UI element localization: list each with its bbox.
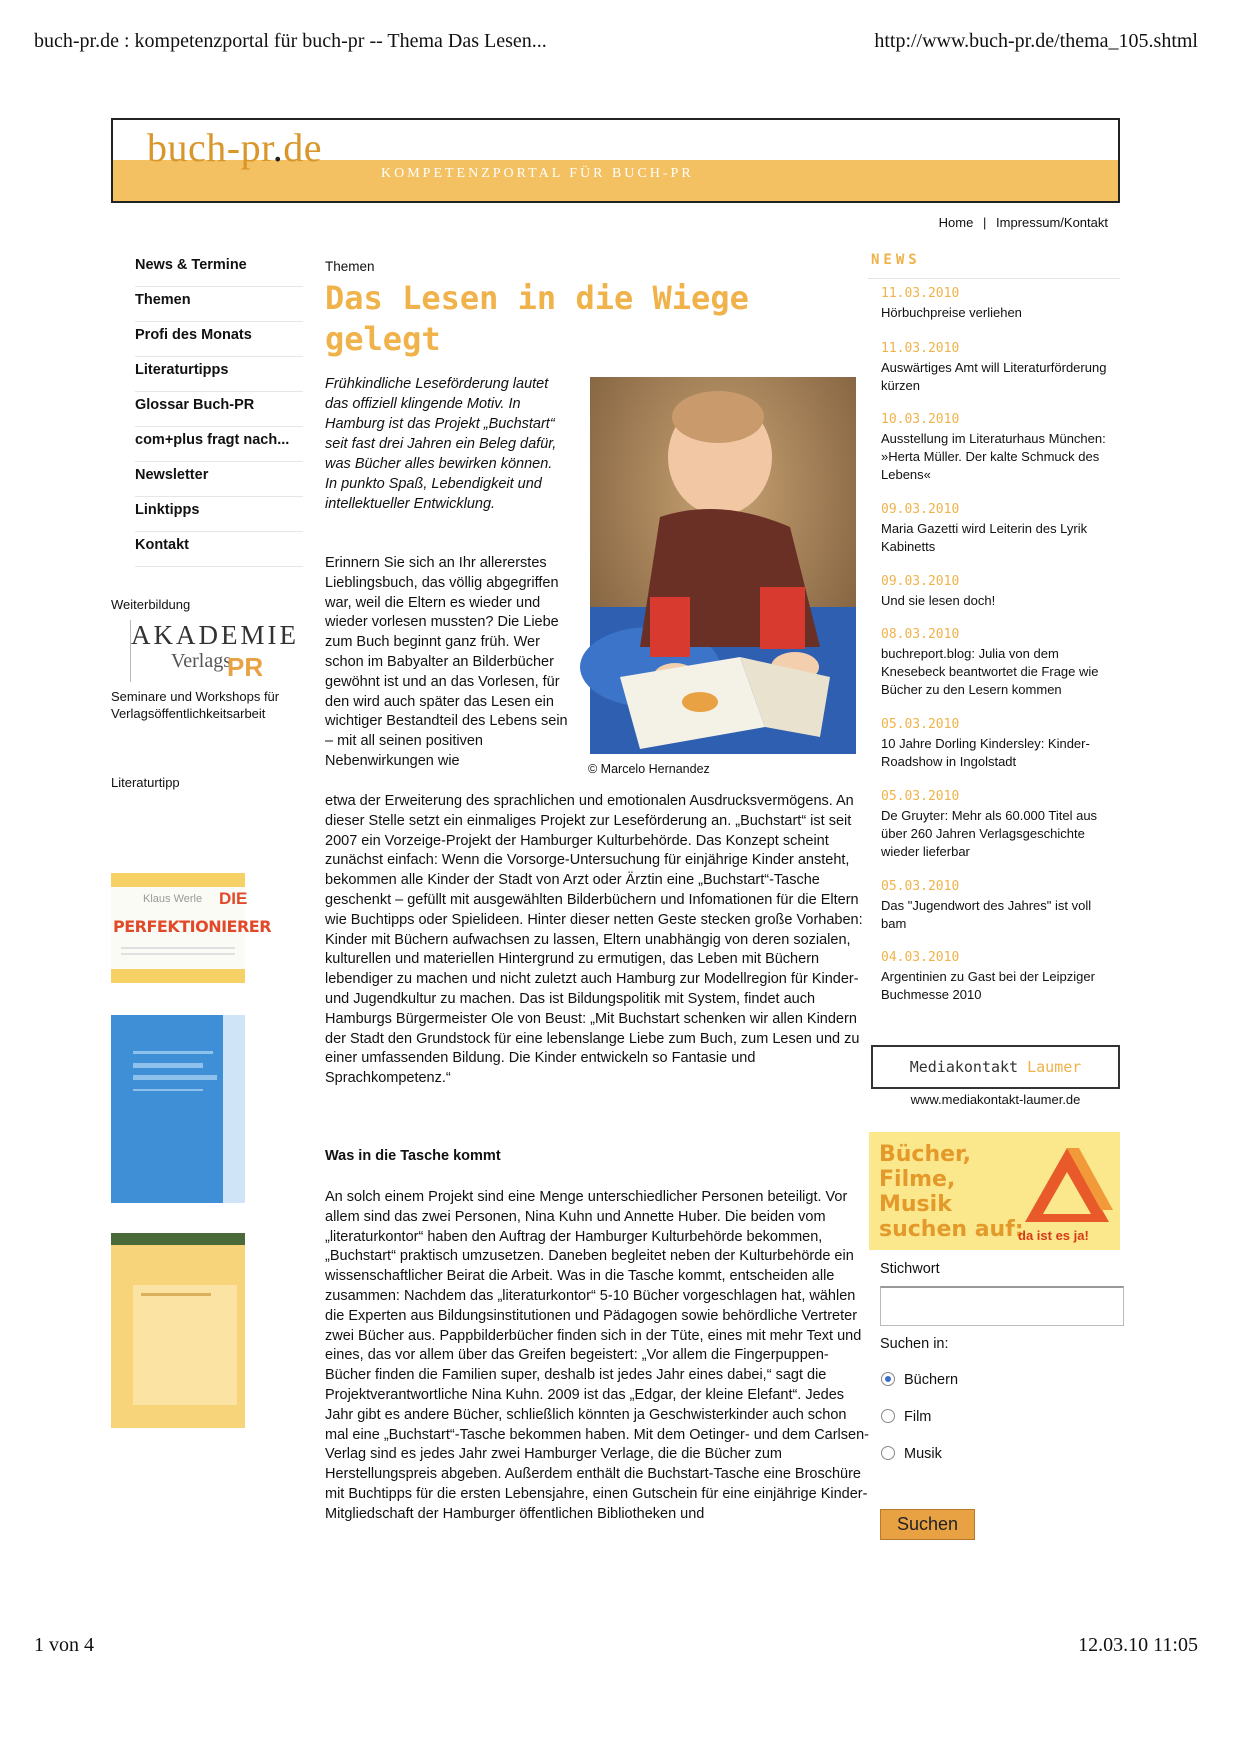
akademie-logo-top: AKADEMIE xyxy=(131,620,299,650)
radio-label: Musik xyxy=(904,1446,942,1462)
ad-line: suchen auf: xyxy=(879,1217,1024,1242)
print-page-url: http://www.buch-pr.de/thema_105.shtml xyxy=(874,30,1198,52)
news-heading: NEWS xyxy=(871,252,921,268)
logo-text-tld: de xyxy=(283,125,322,170)
article-lead: Frühkindliche Leseförderung lautet das offiziell klingende Motiv. In Hamburg ist das Projekt „Buchstart“ seit fast drei Jahren ein Beleg dafür, was Bücher alles bewirken können. In punkto Spaß, Lebendigkeit und intellektueller Entwicklung. xyxy=(325,376,557,512)
news-divider xyxy=(868,278,1120,279)
mediakontakt-url[interactable]: www.mediakontakt-laumer.de xyxy=(910,1092,1081,1107)
akademie-logo-pr: PR xyxy=(227,652,264,682)
book-spine xyxy=(223,1015,245,1203)
book-top-band xyxy=(111,1233,245,1245)
site-logo[interactable] xyxy=(147,124,322,171)
ad-headline xyxy=(879,1142,1024,1242)
radio-button[interactable] xyxy=(881,1409,895,1423)
news-item[interactable]: Maria Gazetti wird Leiterin des Lyrik Kabinetts xyxy=(881,521,1088,554)
logo-text-main: buch-pr xyxy=(147,125,273,170)
triangle-logo-icon xyxy=(1021,1144,1113,1226)
news-item[interactable]: De Gruyter: Mehr als 60.000 Titel aus über 260 Jahren Verlagsgeschichte wieder lieferbar xyxy=(881,808,1098,859)
ad-slogan: da ist es ja! xyxy=(1018,1228,1089,1243)
radio-label: Film xyxy=(904,1409,932,1425)
radio-button-checked[interactable] xyxy=(881,1372,895,1386)
akademie-logo-verlags: Verlags xyxy=(171,650,231,672)
article-title: Das Lesen in die Wiege gelegt xyxy=(325,279,749,358)
ad-line: Bücher, xyxy=(879,1142,972,1167)
radio-musik[interactable] xyxy=(881,1446,942,1462)
news-date: 09.03.2010 xyxy=(881,574,960,589)
sidebar-item-complus[interactable]: com+plus fragt nach... xyxy=(135,427,303,462)
news-item[interactable]: buchreport.blog: Julia von dem Knesebeck beantwortet die Frage wie Bücher zu den Lesern kommen xyxy=(881,646,1099,697)
book-cover-stripe xyxy=(111,873,245,887)
book-die: DIE xyxy=(219,889,248,908)
book-title-line xyxy=(141,1293,211,1296)
news-date: 05.03.2010 xyxy=(881,879,960,894)
book-subtitle-line xyxy=(121,947,235,949)
section-label: Themen xyxy=(325,259,375,274)
weiterbildung-label: Weiterbildung xyxy=(111,597,191,612)
book-cover-perfektionierer[interactable] xyxy=(111,873,272,983)
site-banner[interactable] xyxy=(111,118,1120,203)
sidebar-item-linktipps[interactable]: Linktipps xyxy=(135,497,303,532)
sidebar-item-news-termine[interactable]: News & Termine xyxy=(135,252,303,287)
baby-reading-photo xyxy=(590,377,856,754)
photo-caption: © Marcelo Hernandez xyxy=(588,762,710,776)
article-subheading: Was in die Tasche kommt xyxy=(325,1148,501,1164)
akademie-logo[interactable] xyxy=(130,620,299,682)
sidebar-item-newsletter[interactable]: Newsletter xyxy=(135,462,303,497)
book-title-line xyxy=(133,1051,213,1054)
sidebar-item-kontakt[interactable]: Kontakt xyxy=(135,532,303,567)
media-search-ad[interactable] xyxy=(869,1132,1120,1250)
stichwort-label: Stichwort xyxy=(880,1261,940,1277)
news-date: 09.03.2010 xyxy=(881,502,960,517)
print-datetime: 12.03.10 11:05 xyxy=(1078,1634,1198,1656)
news-item[interactable]: Ausstellung im Literaturhaus München: »Herta Müller. Der kalte Schmuck des Lebens« xyxy=(881,431,1106,482)
weiterbildung-text[interactable]: Seminare und Workshops für Verlagsöffentlichkeitsarbeit xyxy=(111,689,280,721)
radio-button[interactable] xyxy=(881,1446,895,1460)
news-date: 05.03.2010 xyxy=(881,717,960,732)
news-date: 05.03.2010 xyxy=(881,789,960,804)
news-item[interactable]: Das "Jugendwort des Jahres" ist voll bam xyxy=(881,898,1092,931)
radio-film[interactable] xyxy=(881,1409,931,1425)
sidebar-item-literaturtipps[interactable]: Literaturtipps xyxy=(135,357,303,392)
news-item[interactable]: Hörbuchpreise verliehen xyxy=(881,305,1022,320)
top-nav xyxy=(939,215,1108,230)
photo-illustration xyxy=(590,377,856,754)
mediakontakt-logo[interactable] xyxy=(871,1045,1120,1089)
book-cover-buecher-machen[interactable] xyxy=(111,1233,245,1428)
impressum-link[interactable]: Impressum/Kontakt xyxy=(996,215,1108,230)
book-title: PERFEKTIONIERER xyxy=(113,917,272,936)
news-item[interactable]: Argentinien zu Gast bei der Leipziger Buchmesse 2010 xyxy=(881,969,1095,1002)
radio-buechern[interactable] xyxy=(881,1372,958,1388)
sidebar-item-themen[interactable]: Themen xyxy=(135,287,303,322)
news-item[interactable]: Auswärtiges Amt will Literaturförderung kürzen xyxy=(881,360,1107,393)
logo-dot: . xyxy=(272,125,284,170)
news-item[interactable]: Und sie lesen doch! xyxy=(881,593,996,608)
news-date: 11.03.2010 xyxy=(881,286,960,301)
book-author: Klaus Werle xyxy=(143,893,203,905)
sidebar-item-glossar[interactable]: Glossar Buch-PR xyxy=(135,392,303,427)
news-date: 04.03.2010 xyxy=(881,950,960,965)
news-date: 10.03.2010 xyxy=(881,412,960,427)
news-item[interactable]: 10 Jahre Dorling Kindersley: Kinder-Roadshow in Ingolstadt xyxy=(881,736,1090,769)
news-list xyxy=(881,286,1121,1016)
site-tagline: KOMPETENZPORTAL FÜR BUCH-PR xyxy=(381,166,694,181)
ad-line: Musik xyxy=(879,1192,952,1217)
sidebar-item-profi-des-monats[interactable]: Profi des Monats xyxy=(135,322,303,357)
literaturtipp-label: Literaturtipp xyxy=(111,775,180,790)
radio-label: Büchern xyxy=(904,1372,959,1388)
nav-separator: | xyxy=(982,215,987,230)
suchen-in-label: Suchen in: xyxy=(880,1336,949,1352)
book-inner-panel xyxy=(133,1285,237,1405)
print-page-number: 1 von 4 xyxy=(34,1634,94,1656)
article-body-1: Erinnern Sie sich an Ihr allererstes Lieblingsbuch, das völlig abgegriffen war, weil die Eltern es wieder und wieder vorlesen mussten? Die Liebe zum Buch beginnt ganz früh. Wer schon im Babyalter an Bilderbücher gewöhnt ist und an das Vorlesen, für den wird auch später das Lesen ein wichtiger Bestandteil des Lebens sein – mit all seinen positiven Nebenwirkungen wie xyxy=(325,555,568,769)
news-date: 08.03.2010 xyxy=(881,627,960,642)
book-subtitle-line xyxy=(121,953,235,955)
stichwort-input[interactable] xyxy=(880,1286,1124,1326)
print-page-title: buch-pr.de : kompetenzportal für buch-pr -- Thema Das Lesen... xyxy=(34,30,547,52)
book-cover-buecher-kommunizieren[interactable] xyxy=(111,1015,245,1203)
book-title-line xyxy=(133,1089,203,1091)
suchen-button[interactable]: Suchen xyxy=(880,1509,975,1540)
news-date: 11.03.2010 xyxy=(881,341,960,356)
book-title-line xyxy=(133,1063,203,1068)
article-body-2: etwa der Erweiterung des sprachlichen und emotionalen Ausdrucksvermögens. An dieser Stelle setzt ein einmaliges Projekt zur Leseförderung an. „Buchstart“ ist seit 2007 ein Vorzeige-Projekt der Hamburger Kulturbehörde. Das Konzept scheint zunächst einfach: Wenn die Vorsorge-Untersuchung für einjährige Kinder ansteht, bekommen alle Kinder der Stadt von Arzt oder Ärztin eine „Buchstart“-Tasche geschenkt – gefüllt mit ausgewählten Bilderbüchern und Infomationen für die Eltern wie Buchtipps oder Spielideen. Hinter dieser netten Geste stecken große Vorhaben: Kinder mit Büchern aufwachsen zu lassen, Eltern unabhängig von deren sozialen, kulturellen und materiellen Hintergrund zu ermutigen, das Leben mit Büchern lebendiger zu machen und nicht zuletzt auch Hamburg zur Modellregion für Kinder- und Jugendkultur zu machen. Das ist Bildungspolitik mit System, findet auch Hamburgs Bürgermeister Ole von Beust: „Mit Buchstart schenken wir allen Kindern der Stadt den Grundstock für eine lebenslange Liebe zum Buch, zum Lesen und zu einer umfassenden Bildung. Die Kinder entwickeln so Fantasie und Sprachkompetenz.“ xyxy=(325,793,863,1087)
article-body-3: An solch einem Projekt sind eine Menge unterschiedlicher Personen beteiligt. Vor allem sind das zwei Personen, Nina Kuhn und Annette Huber. Die beiden vom „literaturkontor“ haben den Auftrag der Hamburger Kulturbehörde bekommen, „Buchstart“ praktisch umzusetzen. Daneben begleitet neben der Kulturbehörde ein wissenschaftlicher Beirat die Arbeit. Was in die Tasche kommt, entscheiden alle zusammen: Nachdem das „literaturkontor“ 5-10 Bücher vorgeschlagen hat, wählen die Experten aus Bildungsinstitutionen und Pädagogen sowie behördliche Vertreter zwei Bücher aus. Pappbilderbücher finden sich in der Tüte, eines mit mehr Text und eines, das vor allem über das Greifen begeistert: „Vor allem die Fingerpuppen-Bücher finden die Familien super, deshalb ist jedes Jahr eines dabei,“ sagt die Projektverantwortliche Nina Kuhn. 2009 ist das „Edgar, der kleine Elefant“. Jedes Jahr gibt es andere Bücher, schließlich könnten ja Geschwisterkinder auch schon mal eine „Buchstart“-Tasche bekommen haben. Mit dem Oetinger- und dem Carlsen-Verlag sind es jedes Jahr zwei Hamburger Verlage, die die Bücher zum Herstellungspreis abgeben. Außerdem enthält die Buchstart-Tasche eine Broschüre mit Buchtipps für die ersten Lebensjahre, einen Gutschein für eine einjährige Kinder-Mitgliedschaft der Hamburger öffentlichen Bibliotheken und xyxy=(325,1189,869,1522)
mediakontakt-name: Mediakontakt xyxy=(909,1058,1019,1076)
book-title-line xyxy=(133,1075,217,1080)
mediakontakt-name-accent: Laumer xyxy=(1027,1058,1082,1076)
ad-line: Filme, xyxy=(879,1167,956,1192)
home-link[interactable]: Home xyxy=(938,215,974,230)
book-cover-stripe xyxy=(111,969,245,983)
